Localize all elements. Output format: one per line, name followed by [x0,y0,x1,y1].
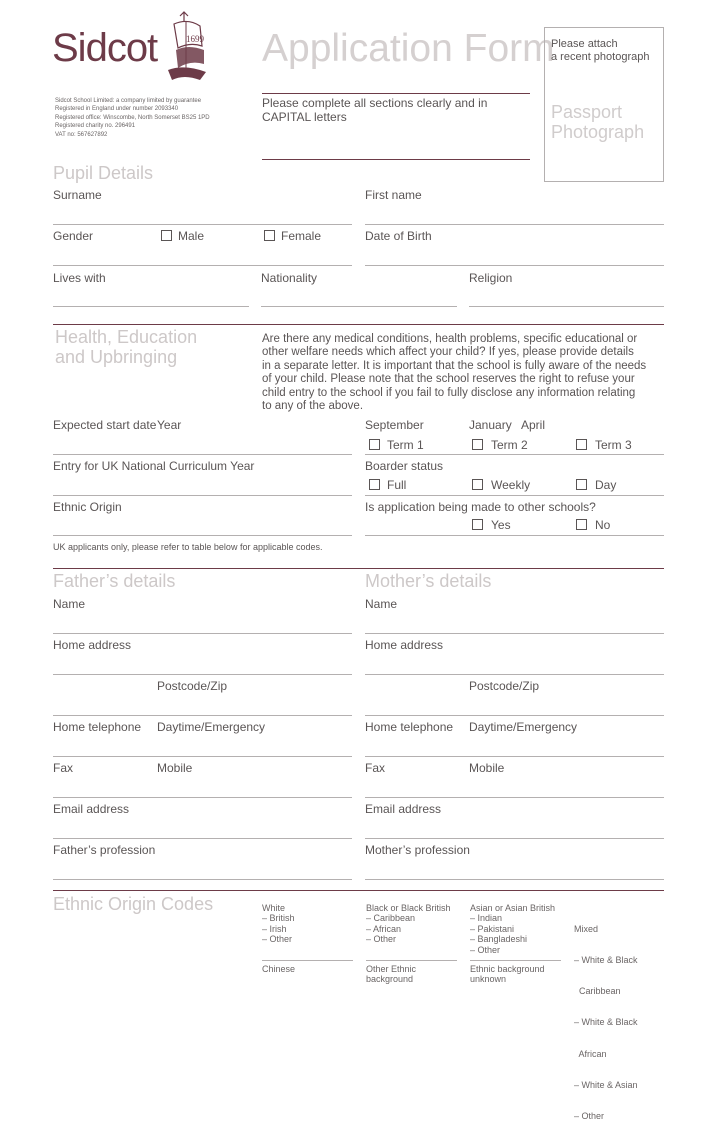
photo-box[interactable] [544,27,664,182]
father-email-label: Email address [53,802,130,816]
mother-profession-label: Mother’s profession [365,843,470,857]
mother-profession-field[interactable] [365,879,664,880]
mother-email-field[interactable] [365,838,664,839]
father-address-field[interactable] [53,674,352,675]
term3-checkbox[interactable] [576,439,587,450]
mother-name-field[interactable] [365,633,664,634]
male-label: Male [178,229,205,243]
yes-label: Yes [491,518,511,532]
father-address-label: Home address [53,638,132,652]
codes-asian-line [470,960,561,961]
father-postcode-label: Postcode/Zip [157,679,228,693]
ethnic-codes-heading: Ethnic Origin Codes [53,894,214,914]
pupil-details-heading: Pupil Details [53,163,154,183]
father-name-field[interactable] [53,633,352,634]
lives-with-field[interactable] [53,306,249,307]
september-label: September [365,418,424,432]
school-name: Sidcot [52,26,158,70]
mother-address-label: Home address [365,638,444,652]
photo-note: Please attach a recent photograph [551,38,650,63]
no-label: No [595,518,611,532]
surname-label: Surname [53,188,102,202]
parents-rule [53,568,664,569]
weekly-label: Weekly [491,478,531,492]
dob-field[interactable] [365,265,664,266]
mother-daytime-label: Daytime/Emergency [469,720,578,734]
father-mobile-label: Mobile [157,761,193,775]
full-checkbox[interactable] [369,479,380,490]
mother-postcode-label: Postcode/Zip [469,679,540,693]
ethnic-origin-field[interactable] [53,535,352,536]
other-schools-label: Is application being made to other schools? [365,500,596,514]
mother-email-label: Email address [365,802,442,816]
codes-white: White – British – Irish – Other [262,903,295,945]
first-name-field[interactable] [365,224,664,225]
father-tel-field[interactable] [53,756,352,757]
first-name-label: First name [365,188,422,202]
dob-label: Date of Birth [365,229,432,243]
codes-chinese: Chinese [262,964,296,974]
term2-checkbox[interactable] [472,439,483,450]
entry-year-field[interactable] [53,495,352,496]
term1-label: Term 1 [387,438,424,452]
lives-with-label: Lives with [53,271,106,285]
codes-mixed: Mixed – White & Black Caribbean – White & Black African – White & Asian – Other [574,923,638,1122]
no-checkbox[interactable] [576,519,587,530]
health-heading: Health, Education and Upbringing [55,327,198,367]
year-label: Year [157,418,182,432]
surname-field[interactable] [53,224,352,225]
father-profession-label: Father’s profession [53,843,156,857]
day-checkbox[interactable] [576,479,587,490]
nationality-label: Nationality [261,271,318,285]
nationality-field[interactable] [261,306,457,307]
mother-postcode-field[interactable] [365,715,664,716]
father-daytime-label: Daytime/Emergency [157,720,266,734]
form-title: Application Form [262,27,555,70]
father-name-label: Name [53,597,86,611]
january-label: January [469,418,512,432]
day-label: Day [595,478,617,492]
father-profession-field[interactable] [53,879,352,880]
term2-label: Term 2 [491,438,528,452]
full-label: Full [387,478,407,492]
father-fax-label: Fax [53,761,74,775]
health-rule [53,324,664,325]
codes-asian: Asian or Asian British – Indian – Pakistani – Bangladeshi – Other [470,903,556,955]
codes-rule [53,890,664,891]
mother-fax-field[interactable] [365,797,664,798]
entry-year-label: Entry for UK National Curriculum Year [53,459,255,473]
mother-name-label: Name [365,597,398,611]
boarder-status-label: Boarder status [365,459,444,473]
expected-start-label: Expected start date [53,418,157,432]
other-schools-line [365,535,664,536]
female-checkbox[interactable] [264,230,275,241]
gender-line [53,265,352,266]
gender-label: Gender [53,229,94,243]
header-rule [262,93,530,94]
female-label: Female [281,229,322,243]
instructions: Please complete all sections clearly and in CAPITAL letters [262,96,488,124]
codes-unknown: Ethnic background unknown [470,964,545,985]
term3-label: Term 3 [595,438,632,452]
crest-year: 1699 [186,34,204,44]
health-text: Are there any medical conditions, health problems, specific educational or other welfare needs which affect your child? If yes, please provide details in a separate letter. It is important that the school is fully aware of the needs of your child. Please note that the school reserves the right to refuse your child entry to the school if you fail to fully disclose any information relating to any of the above. [262,333,647,413]
religion-field[interactable] [469,306,664,307]
mother-mobile-label: Mobile [469,761,505,775]
father-home-tel-label: Home telephone [53,720,142,734]
term1-checkbox[interactable] [369,439,380,450]
mother-home-tel-label: Home telephone [365,720,454,734]
male-checkbox[interactable] [161,230,172,241]
codes-other-ethnic: Other Ethnic background [366,964,417,985]
term-line [365,454,664,455]
start-year-field[interactable] [53,454,352,455]
boarder-line [365,495,664,496]
company-info: Sidcot School Limited: a company limited by guarantee Registered in England under number 2093340 Registered office: Winscombe, North Somerset BS25 1PD Registered charity no. 296491 VAT no: 567627892 [55,98,210,138]
religion-label: Religion [469,271,513,285]
mother-address-field[interactable] [365,674,664,675]
april-label: April [521,418,546,432]
codes-black: Black or Black British – Caribbean – African – Other [366,903,451,945]
father-postcode-field[interactable] [53,715,352,716]
weekly-checkbox[interactable] [472,479,483,490]
father-fax-field[interactable] [53,797,352,798]
mother-fax-label: Fax [365,761,386,775]
photo-label: Passport Photograph [551,102,645,142]
ethnic-origin-label: Ethnic Origin [53,500,122,514]
mother-details-heading: Mother’s details [365,571,492,591]
codes-white-line [262,960,353,961]
father-details-heading: Father’s details [53,571,176,591]
father-email-field[interactable] [53,838,352,839]
header-bottom-rule [262,159,530,160]
mother-tel-field[interactable] [365,756,664,757]
yes-checkbox[interactable] [472,519,483,530]
codes-black-line [366,960,457,961]
uk-applicants-note: UK applicants only, please refer to table below for applicable codes. [53,542,323,552]
school-crest-logo [160,10,216,86]
